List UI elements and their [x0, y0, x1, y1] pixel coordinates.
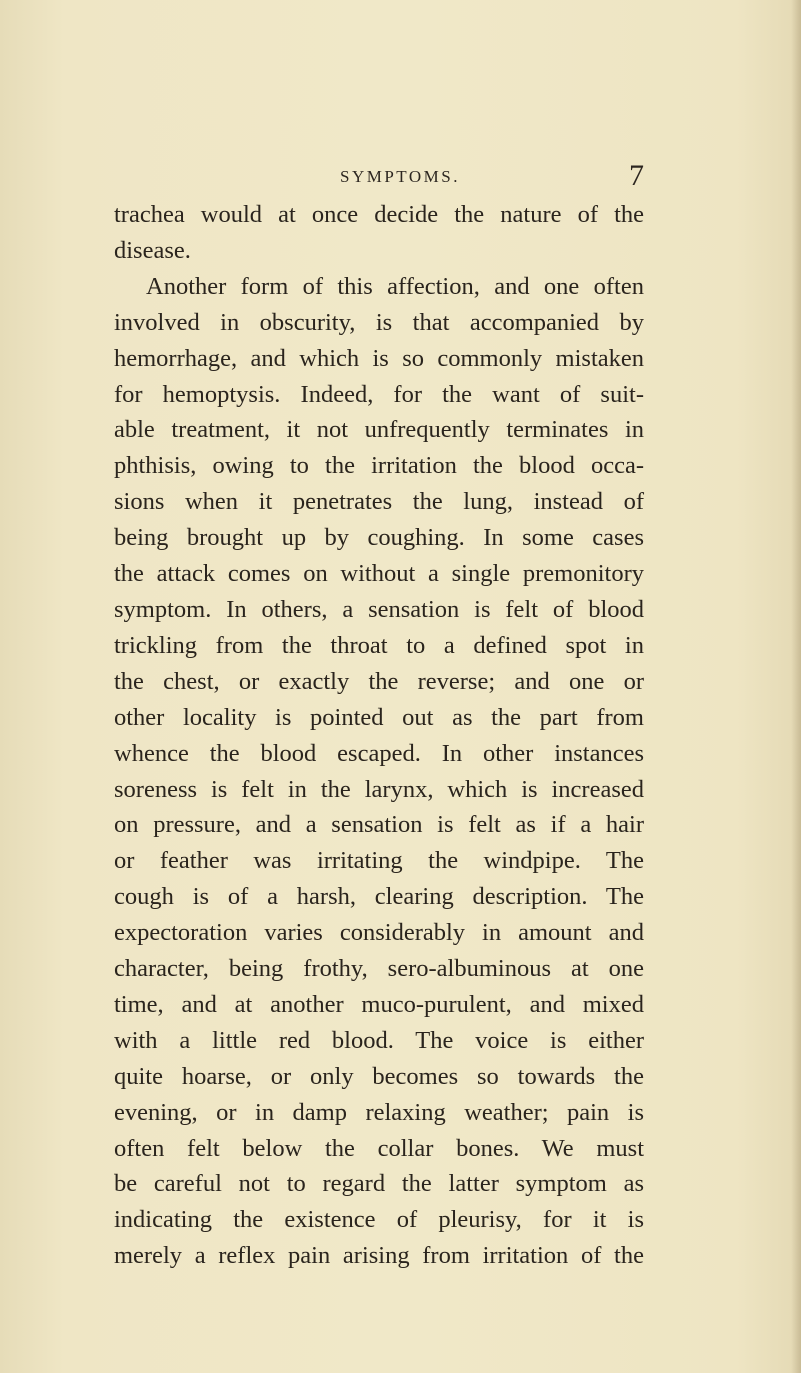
page-header	[0, 159, 801, 193]
text-line: Another form of this affection, and one often	[146, 272, 644, 300]
text-line: soreness is felt in the larynx, which is increased	[114, 775, 644, 803]
body-text	[114, 197, 644, 1274]
text-line: sions when it penetrates the lung, instead of	[114, 488, 644, 516]
text-line: often felt below the collar bones. We must	[114, 1134, 644, 1162]
text-line: be careful not to regard the latter symptom as	[114, 1170, 644, 1198]
text-line: or feather was irritating the windpipe. The	[114, 847, 644, 875]
text-line: able treatment, it not unfrequently terminates in	[114, 416, 644, 444]
text-line: cough is of a harsh, clearing description. The	[114, 883, 644, 911]
page-edge-shadow	[791, 0, 801, 1373]
text-line: other locality is pointed out as the part from	[114, 703, 644, 731]
text-line: expectoration varies considerably in amount and	[114, 919, 644, 947]
text-line: quite hoarse, or only becomes so towards the	[114, 1062, 644, 1090]
text-line: on pressure, and a sensation is felt as if a hair	[114, 811, 644, 839]
text-line: with a little red blood. The voice is either	[114, 1026, 644, 1054]
text-line: evening, or in damp relaxing weather; pain is	[114, 1098, 644, 1126]
text-line: merely a reflex pain arising from irritation of the	[114, 1242, 644, 1270]
text-line: for hemoptysis. Indeed, for the want of suit-	[114, 380, 644, 408]
text-line: trachea would at once decide the nature of the	[114, 201, 644, 228]
text-line: the chest, or exactly the reverse; and one or	[114, 667, 644, 695]
text-line: the attack comes on without a single premonitory	[114, 560, 644, 588]
text-line: symptom. In others, a sensation is felt of blood	[114, 595, 644, 623]
text-line: hemorrhage, and which is so commonly mistaken	[114, 344, 644, 372]
page-number: 7	[629, 159, 644, 192]
text-line: disease.	[114, 236, 191, 264]
text-line: character, being frothy, sero-albuminous at one	[114, 955, 644, 983]
text-line: trickling from the throat to a defined spot in	[114, 631, 644, 659]
text-line: time, and at another muco-purulent, and mixed	[114, 990, 644, 1018]
text-line: indicating the existence of pleurisy, for it is	[114, 1206, 644, 1234]
text-line: whence the blood escaped. In other instances	[114, 739, 644, 767]
text-line: being brought up by coughing. In some cases	[114, 524, 644, 552]
text-line: phthisis, owing to the irritation the blood occa-	[114, 452, 644, 480]
running-head: SYMPTOMS.	[340, 167, 460, 186]
text-line: involved in obscurity, is that accompanied by	[114, 308, 644, 336]
